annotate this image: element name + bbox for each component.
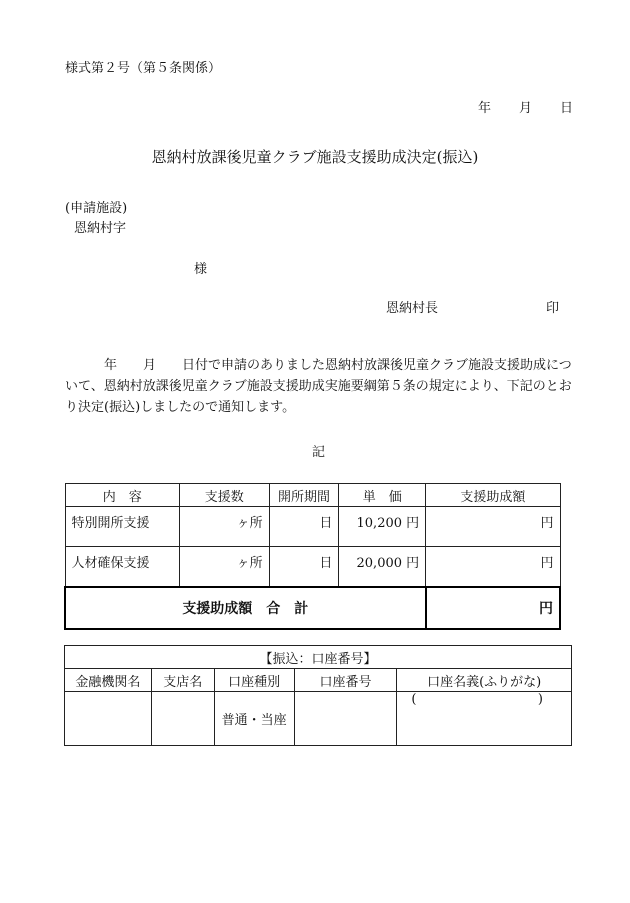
total-label: 支援助成額 合 計 (65, 587, 426, 629)
date-day: 日 (559, 101, 573, 116)
header-unit-price: 単 価 (339, 484, 426, 507)
kana-close-paren: ) (537, 692, 543, 707)
bank-table-caption-row (65, 646, 572, 669)
village-prefix: 恩納村字 (74, 221, 127, 236)
row-count: ヶ所 (180, 547, 270, 588)
bank-table-caption: 【振込：口座番号】 (65, 646, 572, 669)
form-number: 様式第２号（第５条関係） (65, 61, 222, 76)
bank-data-row (65, 692, 572, 746)
header-bank-name: 金融機関名 (65, 669, 152, 692)
grant-table-header (65, 484, 560, 507)
row-amount: 円 (426, 507, 560, 547)
total-row (65, 587, 560, 629)
header-period: 開所期間 (269, 484, 339, 507)
table-row (65, 507, 560, 547)
header-branch: 支店名 (151, 669, 214, 692)
row-count: ヶ所 (180, 507, 270, 547)
notice-body: 年 月 日付で申請のありました恩納村放課後児童クラブ施設支援助成について、恩納村放課後児童クラブ施設支援助成実施要綱第５条の規定により、下記のとおり決定(振込)しましたので通知します。 (65, 358, 572, 415)
kana-open-paren: ( (411, 692, 417, 707)
date-line (478, 97, 573, 116)
header-content: 内 容 (65, 484, 180, 507)
bank-name-field[interactable] (65, 692, 152, 746)
table-row (65, 547, 560, 588)
bank-table-header (65, 669, 572, 692)
header-amount: 支援助成額 (426, 484, 560, 507)
total-amount: 円 (426, 587, 560, 629)
branch-field[interactable] (151, 692, 214, 746)
document-title: 恩納村放課後児童クラブ施設支援助成決定(振込) (151, 148, 479, 166)
ki-mark: 記 (312, 445, 326, 460)
row-content: 人材確保支援 (65, 547, 180, 588)
header-account-holder: 口座名義(ふりがな) (397, 669, 572, 692)
row-content: 特別開所支援 (65, 507, 180, 547)
bank-table (64, 645, 572, 746)
account-type-field[interactable]: 普通・当座 (214, 692, 294, 746)
grant-table (64, 483, 561, 630)
header-account-number: 口座番号 (294, 669, 397, 692)
mayor-title: 恩納村長 (386, 301, 439, 316)
account-number-field[interactable] (294, 692, 397, 746)
account-holder-field[interactable] (397, 692, 572, 746)
seal-mark: 印 (546, 301, 560, 316)
date-year: 年 (477, 101, 491, 116)
row-unit-price: 10,200 円 (339, 507, 426, 547)
applicant-label: (申請施設) (65, 201, 128, 216)
date-month: 月 (518, 101, 532, 116)
row-amount: 円 (426, 547, 560, 588)
honorific: 様 (194, 262, 208, 277)
header-account-type: 口座種別 (214, 669, 294, 692)
row-period: 日 (269, 547, 339, 588)
header-count: 支援数 (180, 484, 270, 507)
row-unit-price: 20,000 円 (339, 547, 426, 588)
row-period: 日 (269, 507, 339, 547)
